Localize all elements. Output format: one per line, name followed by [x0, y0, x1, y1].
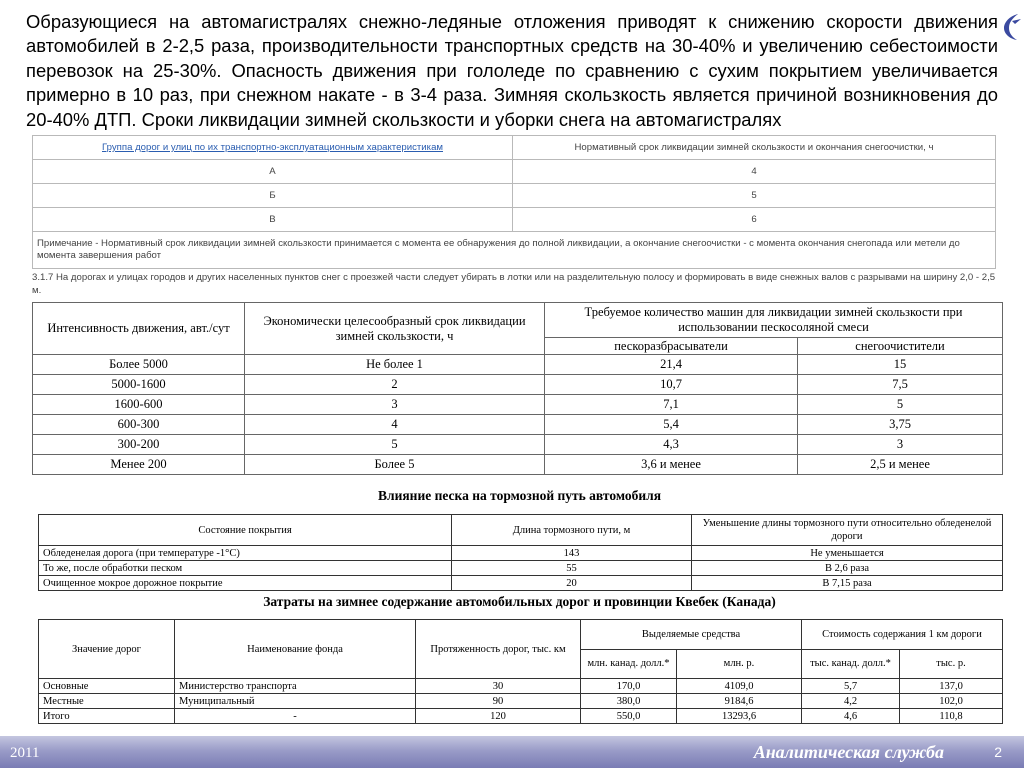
road-length-cell: 90	[416, 694, 581, 709]
surface-cell: То же, после обработки песком	[39, 561, 452, 576]
mln-rub-cell: 9184,6	[677, 694, 802, 709]
table-row	[33, 395, 1003, 415]
spreaders-cell: 10,7	[545, 375, 798, 395]
ploughs-cell: 15	[798, 355, 1003, 375]
road-length-header: Протяженность дорог, тыс. км	[416, 620, 581, 679]
table-row	[33, 160, 996, 184]
ths-cad-cell: 5,7	[802, 679, 900, 694]
table-row	[33, 355, 1003, 375]
spreaders-cell: 3,6 и менее	[545, 455, 798, 475]
table-row	[39, 694, 1003, 709]
ths-cad-cell: 4,2	[802, 694, 900, 709]
mln-cad-cell: 550,0	[581, 709, 677, 724]
group-cell: В	[33, 208, 513, 232]
table-header-row	[33, 303, 1003, 338]
footer-year: 2011	[10, 745, 40, 761]
intensity-header: Интенсивность движения, авт./сут	[33, 303, 245, 355]
ths-rub-cell: 137,0	[900, 679, 1003, 694]
period-cell: 5	[245, 435, 545, 455]
ploughs-header: снегоочистители	[798, 338, 1003, 355]
ploughs-cell: 2,5 и менее	[798, 455, 1003, 475]
ths-cad-header: тыс. канад. долл.*	[802, 649, 900, 679]
costs-table	[38, 619, 1003, 724]
length-cell: 55	[452, 561, 692, 576]
machines-header: Требуемое количество машин для ликвидации зимней скользкости при использовании пескосоляной смеси	[545, 303, 1003, 338]
table-row	[33, 455, 1003, 475]
ths-rub-cell: 110,8	[900, 709, 1003, 724]
spreaders-cell: 4,3	[545, 435, 798, 455]
intensity-cell: 300-200	[33, 435, 245, 455]
table-header-row	[39, 515, 1003, 546]
length-header: Длина тормозного пути, м	[452, 515, 692, 546]
mln-cad-cell: 380,0	[581, 694, 677, 709]
table-note: Примечание - Нормативный срок ликвидации зимней скользкости принимается с момента ее обнаружения до полной ликвидации, а окончание снегоочистки - с момента окончания снегопада или метели до момента завершения работ	[33, 232, 996, 269]
reduction-cell: В 2,6 раза	[692, 561, 1003, 576]
page-number: 2	[994, 744, 1002, 760]
ploughs-cell: 3	[798, 435, 1003, 455]
mln-rub-cell: 13293,6	[677, 709, 802, 724]
table-header-row	[33, 136, 996, 160]
footer-service-name: Аналитическая служба	[753, 742, 944, 762]
intensity-cell: 5000-1600	[33, 375, 245, 395]
intro-paragraph: Образующиеся на автомагистралях снежно-ледяные отложения приводят к снижению скорости движения автомобилей в 2-2,5 раза, производительности транспортных средств на 30-40% и увеличению себестоимости перевозок на 25-30%. Опасность движения при гололеде по сравнению с сухим покрытием увеличивается примерно в 10 раз, при снежном накате - в 3-4 раза. Зимняя скользкость является причиной возникновения до 20-40% ДТП. Сроки ликвидации зимней скользкости и уборки снега на автомагистралях	[26, 11, 998, 130]
clause-text: 3.1.7 На дорогах и улицах городов и других населенных пунктов снег с проезжей части следует убирать в лотки или на разделительную полосу и формировать в виде снежных валов с разрывами на ширину 2,0 - 2,5 м.	[32, 272, 996, 296]
ploughs-cell: 3,75	[798, 415, 1003, 435]
spreaders-cell: 7,1	[545, 395, 798, 415]
spreaders-header: пескоразбрасыватели	[545, 338, 798, 355]
period-header: Экономически целесообразный срок ликвидации зимней скользкости, ч	[245, 303, 545, 355]
mln-rub-header: млн. р.	[677, 649, 802, 679]
table-row	[33, 208, 996, 232]
period-cell: 2	[245, 375, 545, 395]
table-header-row	[39, 620, 1003, 650]
period-cell: Не более 1	[245, 355, 545, 375]
period-cell: 3	[245, 395, 545, 415]
fund-header: Наименование фонда	[175, 620, 416, 679]
norm-column-header: Нормативный срок ликвидации зимней скользкости и окончания снегоочистки, ч	[513, 136, 996, 160]
fund-cell: Муниципальный	[175, 694, 416, 709]
ploughs-cell: 5	[798, 395, 1003, 415]
table-note-row	[33, 232, 996, 269]
length-cell: 20	[452, 576, 692, 591]
footer-bar	[0, 736, 1024, 768]
importance-cell: Местные	[39, 694, 175, 709]
reduction-cell: В 7,15 раза	[692, 576, 1003, 591]
mln-rub-cell: 4109,0	[677, 679, 802, 694]
table-row	[33, 415, 1003, 435]
surface-cell: Обледенелая дорога (при температуре -1°С)	[39, 546, 452, 561]
reduction-cell: Не уменьшается	[692, 546, 1003, 561]
intensity-cell: 600-300	[33, 415, 245, 435]
braking-table-title: Влияние песка на тормозной путь автомобиля	[378, 488, 661, 503]
allocated-header: Выделяемые средства	[581, 620, 802, 650]
intensity-cell: Менее 200	[33, 455, 245, 475]
braking-table	[38, 514, 1003, 591]
hours-cell: 4	[513, 160, 996, 184]
group-cell: Б	[33, 184, 513, 208]
surface-header: Состояние покрытия	[39, 515, 452, 546]
importance-cell: Основные	[39, 679, 175, 694]
period-cell: Более 5	[245, 455, 545, 475]
road-groups-table	[32, 135, 996, 269]
table-row	[33, 184, 996, 208]
bird-logo-icon	[998, 12, 1022, 42]
surface-cell: Очищенное мокрое дорожное покрытие	[39, 576, 452, 591]
reduction-header: Уменьшение длины тормозного пути относительно обледенелой дороги	[692, 515, 1003, 546]
ths-rub-header: тыс. р.	[900, 649, 1003, 679]
table-row	[39, 709, 1003, 724]
period-cell: 4	[245, 415, 545, 435]
road-length-cell: 120	[416, 709, 581, 724]
table-row	[39, 561, 1003, 576]
table-row	[39, 546, 1003, 561]
importance-cell: Итого	[39, 709, 175, 724]
mln-cad-cell: 170,0	[581, 679, 677, 694]
table-row	[39, 576, 1003, 591]
costs-table-title: Затраты на зимнее содержание автомобильных дорог и провинции Квебек (Канада)	[263, 594, 776, 609]
group-column-header-link[interactable]: Группа дорог и улиц по их транспортно-эксплуатационным характеристикам	[33, 136, 513, 160]
table-row	[33, 375, 1003, 395]
spreaders-cell: 5,4	[545, 415, 798, 435]
importance-header: Значение дорог	[39, 620, 175, 679]
road-length-cell: 30	[416, 679, 581, 694]
hours-cell: 6	[513, 208, 996, 232]
ploughs-cell: 7,5	[798, 375, 1003, 395]
intensity-cell: Более 5000	[33, 355, 245, 375]
spreaders-cell: 21,4	[545, 355, 798, 375]
length-cell: 143	[452, 546, 692, 561]
group-cell: А	[33, 160, 513, 184]
machines-table	[32, 302, 1003, 475]
ths-cad-cell: 4,6	[802, 709, 900, 724]
table-row	[39, 679, 1003, 694]
fund-cell: Министерство транспорта	[175, 679, 416, 694]
ths-rub-cell: 102,0	[900, 694, 1003, 709]
fund-cell: -	[175, 709, 416, 724]
hours-cell: 5	[513, 184, 996, 208]
cost-per-km-header: Стоимость содержания 1 км дороги	[802, 620, 1003, 650]
table-row	[33, 435, 1003, 455]
intensity-cell: 1600-600	[33, 395, 245, 415]
mln-cad-header: млн. канад. долл.*	[581, 649, 677, 679]
